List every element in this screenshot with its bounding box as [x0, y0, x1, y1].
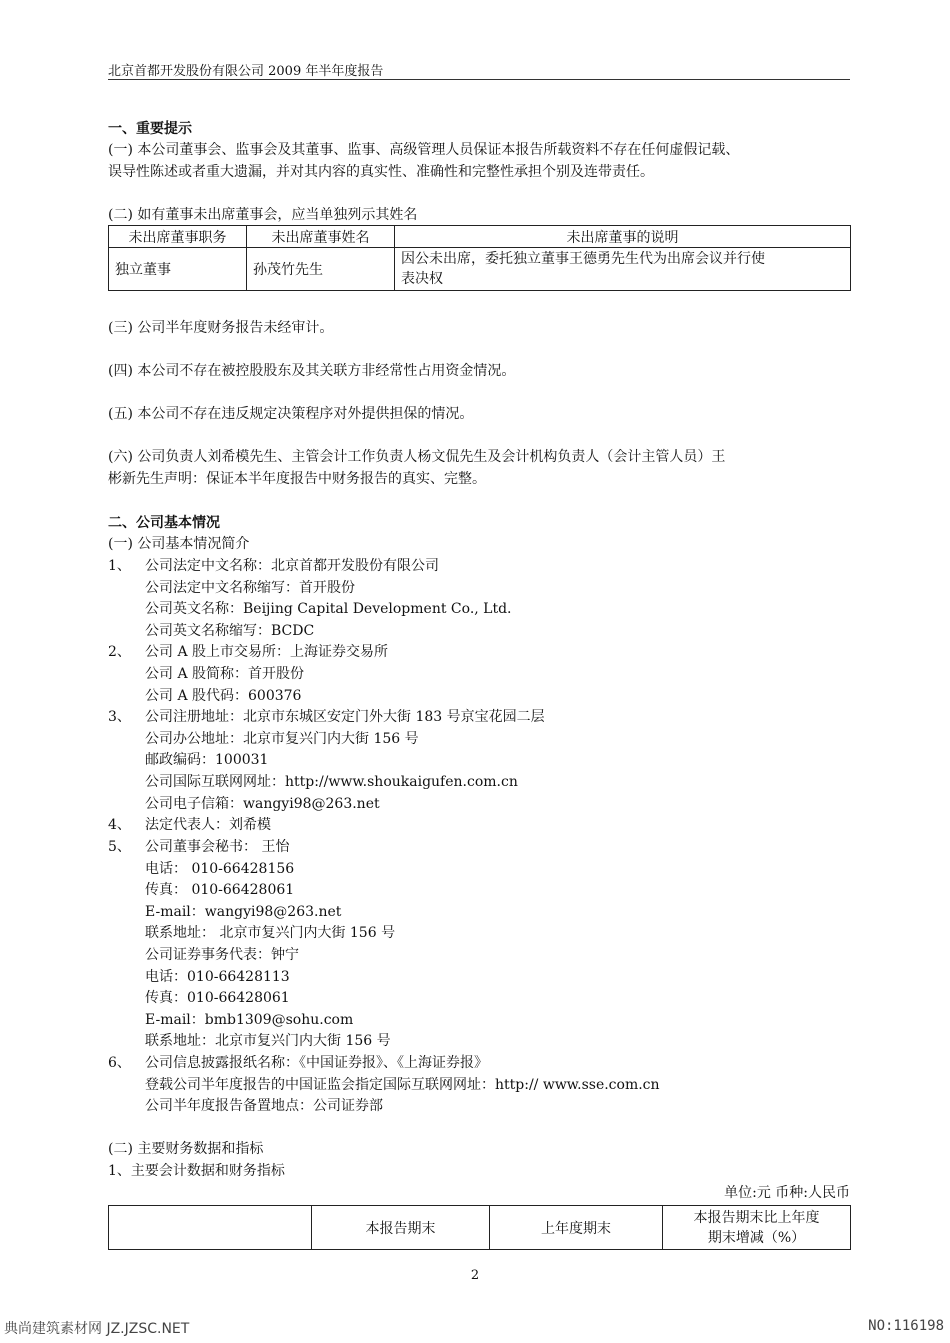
table-cell-position: 独立董事 — [109, 248, 247, 291]
subsection-2-title: (二) 主要财务数据和指标 — [108, 1141, 264, 1157]
legal-chinese-name: 公司法定中文名称：北京首都开发股份有限公司 — [145, 558, 439, 574]
item-number: 1、 — [108, 558, 131, 574]
change-header-line-2: 期末增减（%） — [707, 1229, 806, 1246]
change-header-line-1: 本报告期末比上年度 — [693, 1209, 820, 1226]
table-cell-name: 孙茂竹先生 — [247, 248, 395, 291]
item-number: 6、 — [108, 1055, 131, 1071]
item-number: 2、 — [108, 644, 131, 660]
registered-address: 公司注册地址：北京市东城区安定门外大街 183 号京宝花园二层 — [145, 709, 545, 725]
table-header-row — [109, 1206, 851, 1250]
secretary-address: 联系地址： 北京市复兴门内大街 156 号 — [145, 925, 396, 941]
para-4: (四) 本公司不存在被控股股东及其关联方非经常性占用资金情况。 — [108, 363, 516, 379]
table-cell-remark — [395, 248, 851, 291]
chinese-name-abbr: 公司法定中文名称缩写：首开股份 — [145, 580, 355, 596]
secretary-fax: 传真： 010-66428061 — [145, 882, 295, 898]
para-6-line-1: (六) 公司负责人刘希模先生、主管会计工作负责人杨文侃先生及会计机构负责人（会计主管人员）王 — [108, 449, 726, 465]
table-row — [109, 248, 851, 291]
table-header-cell-empty — [109, 1206, 312, 1250]
a-share-name: 公司 A 股简称：首开股份 — [145, 666, 305, 682]
table-header-cell: 上年度期末 — [490, 1206, 663, 1250]
english-name: 公司英文名称：Beijing Capital Development Co., Ltd. — [145, 601, 512, 617]
subsection-2a-title: 1、主要会计数据和财务指标 — [108, 1163, 285, 1179]
item-number: 4、 — [108, 817, 131, 833]
para-5: (五) 本公司不存在违反规定决策程序对外提供担保的情况。 — [108, 406, 474, 422]
para-1-line-2: 误导性陈述或者重大遗漏，并对其内容的真实性、准确性和完整性承担个别及连带责任。 — [108, 164, 654, 180]
subsection-1-title: (一) 公司基本情况简介 — [108, 536, 250, 552]
table-header-cell: 未出席董事姓名 — [247, 226, 395, 248]
report-location: 公司半年度报告备置地点：公司证券部 — [145, 1098, 383, 1114]
para-1-line-1: (一) 本公司董事会、监事会及其董事、监事、高级管理人员保证本报告所载资料不存在任何虚假记载、 — [108, 142, 740, 158]
para-2: (二) 如有董事未出席董事会，应当单独列示其姓名 — [108, 207, 418, 223]
representative-email: E-mail：bmb1309@sohu.com — [145, 1012, 354, 1028]
listing-exchange: 公司 A 股上市交易所：上海证券交易所 — [145, 644, 389, 660]
watermark-left: 典尚建筑素材网 JZ.JZSC.NET — [4, 1321, 190, 1337]
section-2-title: 二、公司基本情况 — [108, 515, 220, 531]
english-name-abbr: 公司英文名称缩写：BCDC — [145, 623, 315, 639]
disclosure-website: 登载公司半年度报告的中国证监会指定国际互联网网址：http:// www.sse.com.cn — [145, 1077, 660, 1093]
header-rule — [108, 79, 850, 80]
unit-currency: 单位:元 币种:人民币 — [724, 1185, 850, 1201]
remark-line-1: 因公未出席，委托独立董事王德勇先生代为出席会议并行使 — [401, 251, 765, 267]
section-1-title: 一、重要提示 — [108, 121, 192, 137]
para-3: (三) 公司半年度财务报告未经审计。 — [108, 320, 334, 336]
table-header-cell: 未出席董事职务 — [109, 226, 247, 248]
table-header-cell: 本报告期末 — [312, 1206, 490, 1250]
table-header-row — [109, 226, 851, 248]
table-header-cell — [663, 1206, 851, 1250]
postal-code: 邮政编码：100031 — [145, 752, 269, 768]
item-number: 5、 — [108, 839, 131, 855]
representative-phone: 电话：010-66428113 — [145, 969, 290, 985]
office-address: 公司办公地址：北京市复兴门内大街 156 号 — [145, 731, 419, 747]
remark-line-2: 表决权 — [401, 271, 443, 287]
table-header-cell: 未出席董事的说明 — [395, 226, 851, 248]
disclosure-newspapers: 公司信息披露报纸名称：《中国证券报》、《上海证券报》 — [145, 1055, 488, 1071]
board-secretary: 公司董事会秘书： 王怡 — [145, 839, 290, 855]
secretary-phone: 电话： 010-66428156 — [145, 861, 295, 877]
representative-fax: 传真：010-66428061 — [145, 990, 290, 1006]
para-6-line-2: 彬新先生声明：保证本半年度报告中财务报告的真实、完整。 — [108, 471, 486, 487]
item-number: 3、 — [108, 709, 131, 725]
absent-director-table — [108, 225, 851, 291]
website: 公司国际互联网网址：http://www.shoukaigufen.com.cn — [145, 774, 518, 790]
page-header: 北京首都开发股份有限公司 2009 年半年度报告 — [108, 64, 384, 79]
securities-representative: 公司证券事务代表：钟宁 — [145, 947, 299, 963]
legal-representative: 法定代表人：刘希模 — [145, 817, 271, 833]
company-email: 公司电子信箱：wangyi98@263.net — [145, 796, 380, 812]
watermark-right: NO:116198 — [868, 1318, 944, 1334]
page-number: 2 — [470, 1268, 480, 1283]
representative-address: 联系地址：北京市复兴门内大街 156 号 — [145, 1033, 391, 1049]
secretary-email: E-mail：wangyi98@263.net — [145, 904, 342, 920]
a-share-code: 公司 A 股代码：600376 — [145, 688, 302, 704]
financial-table — [108, 1205, 851, 1250]
